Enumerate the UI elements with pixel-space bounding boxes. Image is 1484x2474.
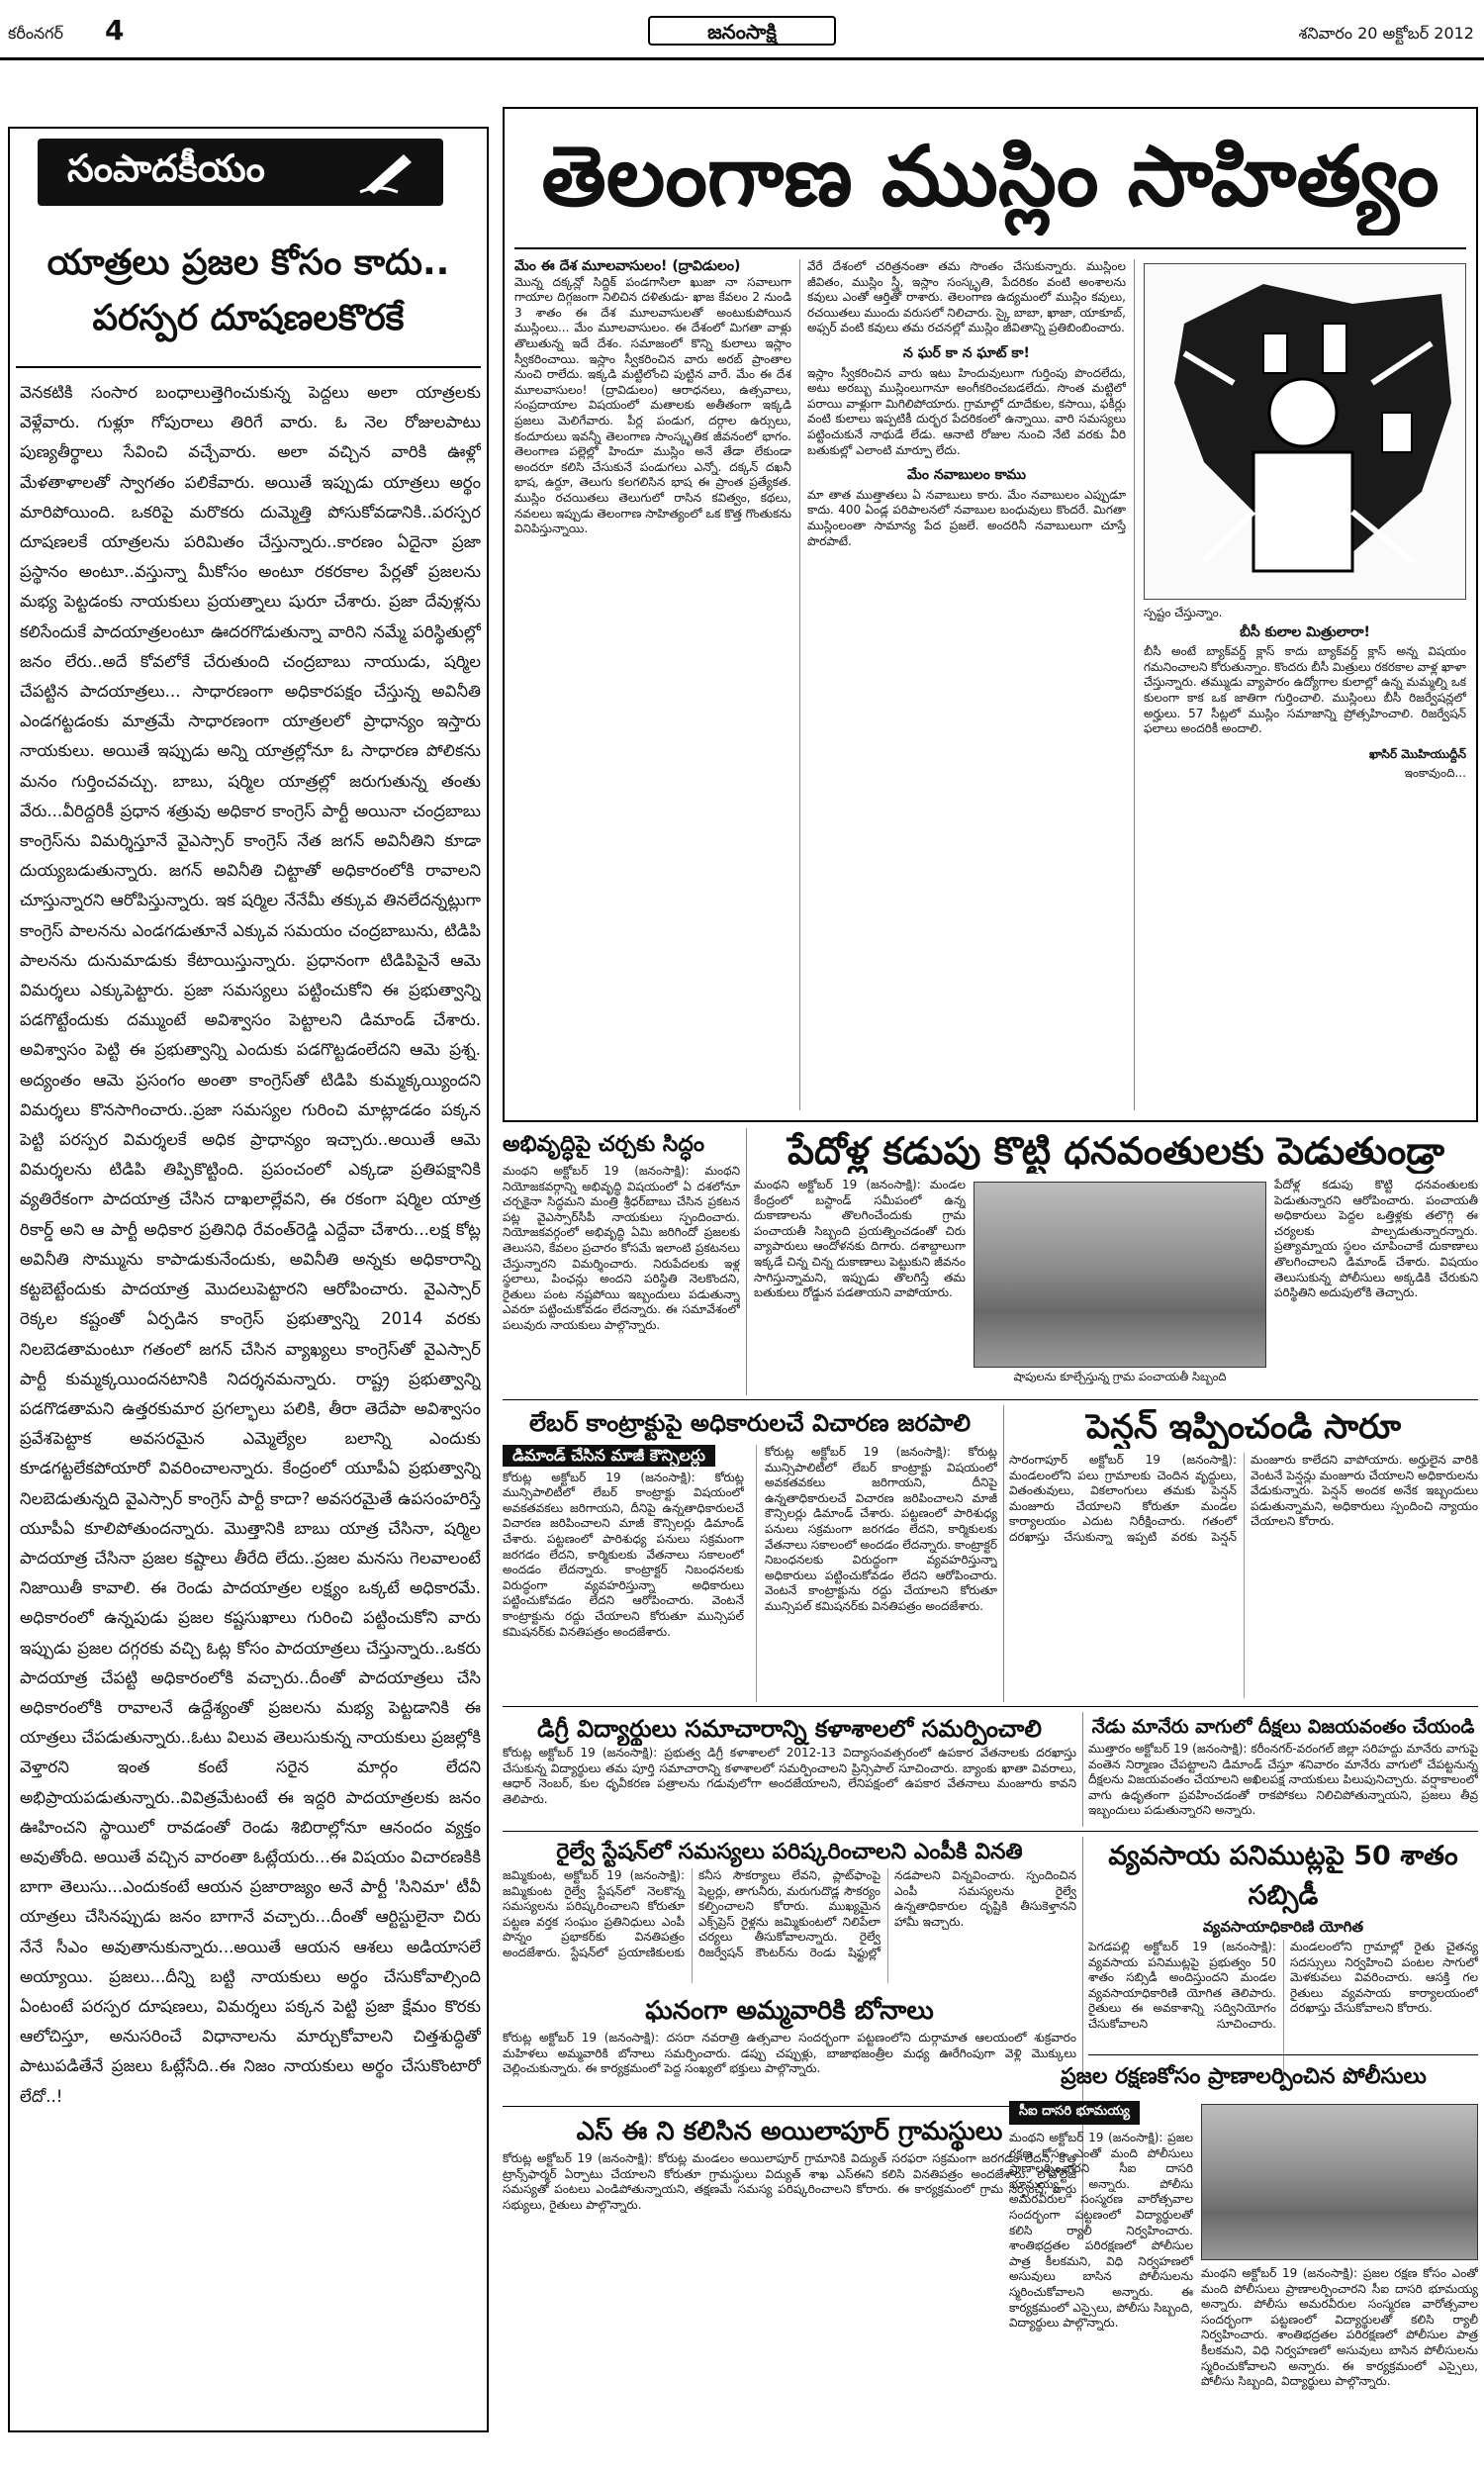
editorial-label: సంపాదకీయం <box>67 146 265 190</box>
divider-a1 <box>746 1128 747 1395</box>
col-divider-1 <box>799 259 800 1110</box>
divider-a5 <box>1082 1712 1083 1827</box>
edition-name: కరీంనగర్ <box>8 24 64 43</box>
article-police <box>1009 2058 1478 2438</box>
page-number: 4 <box>105 14 125 47</box>
a4-headline: పెన్షన్ ఇప్పించండి సారూ <box>1085 1407 1402 1447</box>
feature-col3 <box>1144 606 1466 1110</box>
a11-body: కోరుట్ల అక్టోబర్ 19 (జనంసాక్షి): కోరుట్ల మండలం అయిలాపూర్ గ్రామానికి విద్యుత్ సరఫరా సక్రమంగా జరగడం లేదని, కొత్త ట్రాన్స్‌ఫార్మర్ ఏర్పాటు చేయాలని కోరుతూ గ్రామస్థులు విద్యుత్ శాఖ ఎస్ఈని కలిసి వినతిపత్రం అందజేశారు. లోవోల్టేజీ సమస్యతో పంటలు ఎండిపోతున్నాయని, తక్షణమే సమస్య పరిష్కరించాలని కోరారు. ఈ కార్యక్రమంలో గ్రామ సర్పంచ్, వార్డు సభ్యులు, రైతులు పాల్గొన్నారు. <box>503 2151 1076 2212</box>
a3-right <box>756 1445 997 1702</box>
cartoon-caption: స్పష్టం చేస్తున్నాం. <box>1144 606 1223 619</box>
article-pension <box>1009 1405 1478 1702</box>
feature-col2b-body: ఇస్లాం స్వీకరించిన వారు ఇటు హిందువులుగా గుర్తింపు పొందలేదు, అటు అరబ్బు ముస్లింలుగానూ అంగీకరించబడలేదు. సొంత మట్టిలో పరాయి వాళ్లుగా మిగిలిపోయారు. గ్రామాల్లో దూదేకుల, కసాయి, ఫకీర్లు వంటి కులాలు ఇప్పటికీ దుర్భర పేదరికంలో ఉన్నాయి. వారి సమస్యలు పట్టించుకునే నాథుడే లేడు. ఆనాటి రోజుల నుంచి నేటి వరకు వీరి బతుకుల్లో ఎలాంటి మార్పూ లేదు. <box>807 365 1126 457</box>
editorial-headline: యాత్రలు ప్రజల కోసం కాదు.. పరస్పర దూషణలకొరకే <box>46 242 450 338</box>
a10-tag: సీఐ దాసరి భూమయ్య <box>1009 2101 1140 2125</box>
rule-a9 <box>503 2106 1076 2107</box>
editorial-divider <box>16 366 481 368</box>
feature-title: తెలంగాణ ముస్లిం సాహిత్యం <box>541 128 1439 225</box>
divider-a3 <box>1003 1405 1004 1702</box>
a9-body: కోరుట్ల అక్టోబర్ 19 (జనంసాక్షి): దసరా నవరాత్రి ఉత్సవాల సందర్భంగా పట్టణంలోని దుర్గామాత ఆలయంలో శుక్రవారం మహిళలు అమ్మవారికి బోనాలు సమర్పించారు. డప్పు చప్పుళ్లు, బాజాభజంత్రీల మధ్య ఊరేగింపుగా వెళ్లి మొక్కులు చెల్లించుకున్నారు. ఈ కార్యక్రమంలో పెద్ద సంఖ్యలో భక్తులు పాల్గొన్నారు. <box>503 2031 1076 2076</box>
feature-section <box>503 107 1478 1122</box>
rule-row3 <box>503 1706 1478 1707</box>
a2-photo <box>974 1182 1266 1368</box>
a3-tag: డిమాండ్ చేసిన మాజీ కౌన్సిలర్లు <box>503 1445 715 1467</box>
col-divider-2 <box>1134 259 1135 1110</box>
a8-headline: వ్యవసాయ పనిముట్లపై 50 శాతం సబ్సిడీ <box>1108 1841 1458 1911</box>
a8-body: పెగడపల్లి అక్టోబర్ 19 (జనంసాక్షి): వ్యవసాయ పనిముట్లపై ప్రభుత్వం 50 శాతం సబ్సిడీ అందిస్తుందని మండల వ్యవసాయాధికారిణి యోగిత తెలిపారు. రైతులు ఈ అవకాశాన్ని సద్వినియోగం చేసుకోవాలని సూచించారు. మండలంలోని గ్రామాల్లో రైతు చైతన్య సదస్సులు నిర్వహించి పంటల సాగులో మెళకువలు వివరించారు. ఆసక్తి గల రైతులు వ్యవసాయ కార్యాలయంలో దరఖాస్తు చేసుకోవాలని కోరారు. <box>1088 1940 1478 2031</box>
article-agri-subsidy <box>1088 1837 1478 2052</box>
a2-body-2: పేదోళ్ల కడుపు కొట్టి ధనవంతులకు పెడుతున్నారని ఆరోపించారు. పంచాయతీ అధికారులు పెద్దల ఒత్తిళ్లకు తలొగ్గి ఈ చర్యలకు పాల్పడుతున్నారన్నారు. ప్రత్యామ్నాయ స్థలం చూపించాకే దుకాణాలు తొలగించాలని డిమాండ్ చేశారు. విషయం తెలుసుకున్న పోలీసులు అక్కడికి చేరుకుని పరిస్థితిని అదుపులోకి తెచ్చారు. <box>1274 1178 1478 1300</box>
feature-title-rule <box>514 247 1466 249</box>
rule-a8 <box>1088 2054 1478 2055</box>
feature-lead: మేం ఈ దేశ మూలవాసులం! (ద్రావిడులం) <box>514 259 741 274</box>
a4-body: సారంగాపూర్ అక్టోబర్ 19 (జనంసాక్షి): మండలంలోని పలు గ్రామాలకు చెందిన వృద్ధులు, వితంతువులు, వికలాంగులు తమకు పెన్షన్ మంజూరు చేయాలని కోరుతూ మండల కార్యాలయం ఎదుట నిరీక్షించారు. గతంలో దరఖాస్తు చేసుకున్నా ఇప్పటి వరకు పెన్షన్ మంజూరు కాలేదని వాపోయారు. అర్హులైన వారికి వెంటనే పెన్షన్లు మంజూరు చేయాలని అధికారులను వేడుకున్నారు. పెన్షన్ అందక అనేక ఇబ్బందులు పడుతున్నామని, అధికారులు స్పందించి న్యాయం చేయాలని కోరారు. <box>1009 1453 1478 1544</box>
issue-date: శనివారం 20 అక్టోబర్ 2012 <box>1298 24 1474 43</box>
masthead-text: జనంసాక్షి <box>707 20 777 44</box>
editorial-section <box>8 127 489 2432</box>
a5-headline: డిగ్రీ విద్యార్థులు సమాచారాన్ని కళాశాలలో సమర్పించాలి <box>537 1715 1042 1743</box>
article-bonalu <box>503 1991 1076 2102</box>
article-maneru <box>1088 1712 1478 1827</box>
feature-col1-body: మొన్న దక్కన్లో సిద్దిక్ పండగాసిలా ఖుజా నా సవాలుగా గాయాల దిగ్గజంగా నిలిచిన దళితుడు- ఖాజ కేవలం 2 నుండి 3 శాతం ఈ దేశ మూలవాసులతో అంటుకుపోయిన ముస్లింలు... మేం మూలవాసులం. ఈ దేశంలో మిగతా వాళ్లు తొలుతున్న ఇదే దేశం. సమాజంలో కొన్ని కులాలు ఇస్లాం స్వీకరించాయి. ఇస్లాం స్వీకరించిన వారు అరబ్ ప్రాంతాల నుంచి రాలేదు. ఇక్కడి మట్టిలోంచి పుట్టిన వారే. మేం ఈ దేశ మూలవాసులం! (ద్రావిడులం) ఆరాధనలు, ఉత్సవాలు, సంప్రదాయాల విషయంలో మతాలకు అతీతంగా ఇక్కడి ప్రజలు మెలిగేవారు. పీర్ల పండుగ, దర్గాల ఉర్సులు, కందూరులు ఇవన్నీ తెలంగాణ సాంస్కృతిక జీవనంలో భాగం. తెలంగాణ పల్లెల్లో హిందూ ముస్లిం అనే తేడా లేకుండా అందరూ కలిసి చేసుకునే పండుగలు ఎన్నో. దక్కన్ దఖనీ భాష, ఉర్దూ, తెలుగు కలగలిసిన భాష ఈ ప్రాంత ప్రత్యేకత. ముస్లిం రచయితలు తెలుగులో రాసిన కవిత్వం, కథలు, నవలలు ఇప్పుడు తెలంగాణ సాహిత్యంలో ఒక కొత్త గొంతుకను వినిపిస్తున్నాయి. <box>514 274 791 536</box>
feature-author: ఖాసిర్ మొహియుద్దీన్ <box>1369 746 1466 761</box>
a9-headline: ఘనంగా అమ్మవారికి బోనాలు <box>645 1996 934 2026</box>
a6-body: ముత్తారం అక్టోబర్ 19 (జనంసాక్షి): కరీంనగర్-వరంగల్ జిల్లా సరిహద్దు మానేరు వాగుపై వంతెన నిర్మాణం చేపట్టాలని డిమాండ్ చేస్తూ శనివారం మానేరు వాగులో చేపట్టనున్న దీక్షలను విజయవంతం చేయాలని అఖిలపక్ష నాయకులు పిలుపునిచ్చారు. వర్షాకాలంలో వాగు ఉధృతంగా ప్రవహించడంతో రాకపోకలు నిలిచిపోతున్నాయని, ప్రజలు తీవ్ర ఇబ్బందులు పడుతున్నారని అన్నారు. <box>1088 1742 1478 1818</box>
pen-icon <box>358 148 417 196</box>
a2-headline: పేదోళ్ల కడుపు కొట్టి ధనవంతులకు పెడుతుండ్రా <box>787 1129 1445 1173</box>
a3-body-cont: కోరుట్ల అక్టోబర్ 19 (జనంసాక్షి): కోరుట్ల మున్సిపాలిటీలో లేబర్ కాంట్రాక్టు విషయంలో అవకతవకలు జరిగాయని, దీనిపై ఉన్నతాధికారులచే విచారణ జరిపించాలని మాజీ కౌన్సిలర్లు డిమాండ్ చేశారు. పట్టణంలో పారిశుధ్య పనులు సక్రమంగా జరగడం లేదని, కార్మికులకు వేతనాలు సకాలంలో అందడం లేదన్నారు. కాంట్రాక్టర్ నిబంధనలకు విరుద్ధంగా వ్యవహరిస్తున్నా అధికారులు పట్టించుకోవడం లేదని ఆరోపించారు. వెంటనే కాంట్రాక్టును రద్దు చేయాలని కోరుతూ మున్సిపల్ కమిషనర్‌కు వినతిపత్రం అందజేశారు. <box>765 1445 997 1613</box>
feature-subhead-1: న ఘర్ కా న ఘాట్ కా! <box>903 344 1030 361</box>
to-be-continued: ఇంకావుంది... <box>1404 766 1466 781</box>
feature-col1 <box>514 259 791 1110</box>
a10-body: మంథని అక్టోబర్ 19 (జనంసాక్షి): ప్రజల రక్షణ కోసం ఎంతో మంది పోలీసులు ప్రాణాలర్పించారని సీఐ దాసరి భూమయ్య అన్నారు. పోలీసు అమరవీరుల సంస్మరణ వారోత్సవాల సందర్భంగా పట్టణంలో విద్యార్థులతో కలిసి ర్యాలీ నిర్వహించారు. శాంతిభద్రతల పరిరక్షణలో పోలీసుల పాత్ర కీలకమని, విధి నిర్వహణలో అసువులు బాసిన పోలీసులను స్మరించుకోవాలని అన్నారు. ఈ కార్యక్రమంలో ఎస్సైలు, పోలీసు సిబ్బంది, విద్యార్థులు పాల్గొన్నారు. <box>1009 2131 1193 2331</box>
article-labour-contract <box>503 1405 997 1702</box>
feature-subhead-3: బీసీ కులాల మిత్రులారా! <box>1240 623 1370 640</box>
editorial-label-box <box>38 139 443 206</box>
a10-photo <box>1201 2104 1478 2260</box>
editorial-body: వెనకటికి సంసార బంధాలుత్తెగించుకున్న పెద్దలు అలా యాత్రలకు వెళ్లేవారు. గుళ్లూ గోపురాలు తిరిగే వారు. ఓ నెల రోజులపాటు పుణ్యతీర్థాలు సేవించి వచ్చేవారు. అలా వచ్చిన వారికి ఊళ్లో మేళతాళాలతో స్వాగతం పలికేవారు. అయితే ఇప్పుడు యాత్రలు అర్థం మారిపోయింది. ఒకరిపై మరొకరు దుమ్మెత్తి పోసుకోవడానికి..పరస్పర దూషణలకే యాత్రలను పరిమితం చేస్తున్నారు..కారణం ఏదైనా ప్రజా ప్రస్థానం అంటూ..వస్తున్నా మీకోసం అంటూ రకరకాల పేర్లతో ప్రజలను మభ్య పెట్టడంకు నాయకులు ప్రయత్నాలు షురూ చేశారు. ప్రజా దేవుళ్లను కలిసేందుకే పాదయాత్రలంటూ ఊదరగొడుతున్నా వారిని నమ్మే పరిస్థితుల్లో జనం లేరు..అదే కోవలోకే చేరుతుంది చంద్రబాబు నాయుడు, షర్మిల చేపట్టిన పాదయాత్రలు... సాధారణంగా అధికారపక్షం చేస్తున్న అవినీతి ఎండగట్టడంకు మాత్రమే సాధారణంగా యాత్రలలో ప్రాధాన్యం ఇస్తారు నాయకులు. అయితే ఇప్పుడు అన్ని యాత్రల్లోనూ ఓ సాధారణ పోలికను మనం గుర్తించవచ్చు. బాబు, షర్మిల యాత్రల్లో జరుగుతున్న తంతు వేరు...వీరిద్దరికీ ప్రధాన శత్రువు అధికార కాంగ్రెస్ పార్టీ అయినా చంద్రబాబు కాంగ్రెస్‌ను విమర్శిస్తూనే వైఎస్సార్ కాంగ్రెస్ నేత జగన్ అవినీతిని కూడా దుయ్యబడుతున్నారు. జగన్ అవినీతి చిట్టాతో అధికారంలోకి రావాలని చూస్తున్నారని ఆరోపిస్తున్నారు. ఇక షర్మిల నేనేమీ తక్కువ తినలేదన్నట్లుగా కాంగ్రెస్ పాలనను ఎండగడుతూనే ఎక్కువ సమయం చంద్రబాబును, టిడిపి పాలనను దునుమాడుకు కేటాయిస్తున్నారు. ప్రధానంగా టిడిపిపైనే ఆమె విమర్శలు ఎక్కుపెట్టారు. ప్రజా సమస్యలు పట్టించుకోని ఈ ప్రభుత్వాన్ని పడగొట్టేందుకు దమ్ముంటే అవిశ్వాసం పెట్టాలని డిమాండ్ చేశారు. అవిశ్వాసం పెట్టి ఈ ప్రభుత్వాన్ని ఎందుకు పడగొట్టడంలేదని ఆమె ప్రశ్న. అద్యంతం ఆమె ప్రసంగం అంతా కాంగ్రెస్‌తో టిడిపి కుమ్మక్కయ్యిందని విమర్శలు కొనసాగించారు..ప్రజా సమస్యల గురించి మాట్లాడడం పక్కన పెట్టి పరస్పర విమర్శలకే అధిక ప్రాధాన్యం ఇచ్చారు..అయితే ఆమె విమర్శలను టిడిపి తిప్పికొట్టింది. ప్రపంచంలో ఎక్కడా ప్రతిపక్షానికి వ్యతిరేకంగా పాదయాత్ర చేసిన దాఖలాల్లేవని, ఈ రకంగా షర్మిల యాత్ర రికార్డ్ అని ఆ పార్టీ అధికార ప్రతినిధి రేవంత్‌రెడ్డి ఎద్దేవా చేశారు...లక్ష కోట్ల అవినీతి సొమ్మును కాపాడుకునేందుకు, అవినీతి అన్నకు అధికారాన్ని కట్టబెట్టేందుకు పాదయాత్ర మొదలుపెట్టారని ఆరోపించారు. వైఎస్సార్ రెక్కల కష్టంతో ఏర్పడిన కాంగ్రెస్ ప్రభుత్వాన్ని 2014 వరకు నిలబెడతామంటూ గతంలో జగన్ చేసిన వ్యాఖ్యలు కాంగ్రెస్‌తో వైఎస్సార్ పార్టీ కుమ్మక్కయిందనటానికి నిదర్శనమన్నారు. రాష్ట్ర ప్రభుత్వాన్ని పడగొడతామని ఉత్తరకుమార ప్రగల్భాలు పలికి, తీరా తెదేపా అవిశ్వాసం ప్రవేశపెట్టాక అవసరమైన ఎమ్మెల్యేల బలాన్ని ఎందుకు కూడగట్టలేకపోయారో వివరించాలన్నారు. కేంద్రంలో యూపీఏ ప్రభుత్వాన్ని నిలబెడుతున్నది వైఎస్సార్ కాంగ్రెస్ పార్టీ కాదా? అవసరమైతే ఉపసంహరిస్తే యూపీఏ కూలిపోతుందన్నారు. మొత్తానికి బాబు యాత్ర చేసినా, షర్మిల పాదయాత్ర చేసినా ప్రజల కష్టాలు తీరేది లేదు..ప్రజల మనసు గెలవాలంటే నిజాయితీ కావాలి. ఈ రెండు పాదయాత్రల లక్ష్యం ఒక్కటే అధికారమే. అధికారంలో ఉన్నపుడు ప్రజల కష్టసుఖాలు గురించి పట్టించుకోని వారు ఇప్పుడు ప్రజల దగ్గరకు వచ్చి ఓట్ల కోసం పాదయాత్రలు చేస్తున్నారు..ఒకరు పాదయాత్ర చేపట్టి అధికారంలోకి వచ్చారు..దీంతో పాదయాత్రలు చేసి అధికారంలోకి రావాలనే ఉద్దేశ్యంతో ప్రజలను మభ్య పెట్టడానికి ఈ యాత్రలు చేపడుతున్నారు..ఓటు విలువ తెలుసుకున్న నాయకులు ప్రజల్లోకి వెళ్తారని ఇంత కంటే సరైన మార్గం లేదని అభిప్రాయపడుతున్నారు..వివిత్రమేటంటే ఈ ఇద్దరి పాదయాత్రలకు జనం ఊహించని స్థాయిలో రావడంతో రెండు శిబిరాల్లోనూ ఆనందం వ్యక్తం అవుతోంది. అయితే వచ్చిన వారంతా ఓట్లేయరు...ఈ విషయం విచారణకికి బాగా తెలుసు...ఎందుకంటే ఆయన ప్రజారాజ్యం అనే పార్టీ 'సినిమా' టీవీ యాత్రలు చేసినప్పుడు జనం బాగానే వచ్చారు...దీంతో ఆర్టిస్టులైనా చిరు నేనే సీఎం అవుతానుకున్నారు...అయితే ఆయన ఆశలు అడియాసలే అయ్యాయి. ప్రజలు...దీన్ని బట్టి నాయకులు అర్థం చేసుకోవాల్సింది ఏంటంటే పరస్పర దూషణలు, విమర్శలు పక్కన పెట్టి ప్రజా క్షేమం కొరకు ఆలోచిస్తూ, అనుసరించే విధానాలను మార్చుకోవాలని చిత్తశుద్ధితో పాటుపడితేనే ప్రజలు ఓట్లేసేది..ఈ నిజం నాయకులు అర్థం చేసుకొంటారో లేదో..! <box>20 383 481 2106</box>
article-development <box>503 1128 740 1395</box>
article-poor-rich <box>754 1128 1478 1395</box>
a11-headline: ఎస్ ఈ ని కలిసిన అయిలాపూర్ గ్రామస్థులు <box>576 2117 1003 2146</box>
a1-headline: అభివృద్ధిపై చర్చకు సిద్ధం <box>503 1132 704 1157</box>
feature-subhead-2: మేం నవాబులం కాము <box>907 467 1026 484</box>
rule-row4 <box>503 1831 1478 1832</box>
a5-body: కోరుట్ల అక్టోబర్ 19 (జనంసాక్షి): ప్రభుత్వ డిగ్రీ కళాశాలలో 2012-13 విద్యాసంవత్సరంలో ఉపకార వేతనాలకు దరఖాస్తు చేసుకున్న విద్యార్థులు తమ పూర్తి సమాచారాన్ని కళాశాలలో సమర్పించాలని ప్రిన్సిపాల్ సూచించారు. బ్యాంకు ఖాతా వివరాలు, ఆధార్ నెంబర్, కుల ధృవీకరణ పత్రాలను గడువులోగా అందజేయాలని, లేనిపక్షంలో ఉపకార వేతనాలు మంజూరు కావని తెలిపారు. <box>503 1746 1076 1806</box>
a10-body-cont: మంథని అక్టోబర్ 19 (జనంసాక్షి): ప్రజల రక్షణ కోసం ఎంతో మంది పోలీసులు ప్రాణాలర్పించారని సీఐ దాసరి భూమయ్య అన్నారు. పోలీసు అమరవీరుల సంస్మరణ వారోత్సవాల సందర్భంగా పట్టణంలో విద్యార్థులతో కలిసి ర్యాలీ నిర్వహించారు. శాంతిభద్రతల పరిరక్షణలో పోలీసుల పాత్ర కీలకమని, విధి నిర్వహణలో అసువులు బాసిన పోలీసులను స్మరించుకోవాలని అన్నారు. ఈ కార్యక్రమంలో ఎస్సైలు, పోలీసు సిబ్బంది, విద్యార్థులు పాల్గొన్నారు. <box>1201 2266 1478 2389</box>
a10-headline: ప్రజల రక్షణకోసం ప్రాణాలర్పించిన పోలీసులు <box>1061 2064 1427 2089</box>
a3-body: కోరుట్ల అక్టోబర్ 19 (జనంసాక్షి): కోరుట్ల మున్సిపాలిటీలో లేబర్ కాంట్రాక్టు విషయంలో అవకతవకలు జరిగాయని, దీనిపై ఉన్నతాధికారులచే విచారణ జరిపించాలని మాజీ కౌన్సిలర్లు డిమాండ్ చేశారు. పట్టణంలో పారిశుధ్య పనులు సక్రమంగా జరగడం లేదని, కార్మికులకు వేతనాలు సకాలంలో అందడం లేదన్నారు. కాంట్రాక్టర్ నిబంధనలకు విరుద్ధంగా వ్యవహరిస్తున్నా అధికారులు పట్టించుకోవడం లేదని ఆరోపించారు. వెంటనే కాంట్రాక్టును రద్దు చేయాలని కోరుతూ మున్సిపల్ కమిషనర్‌కు వినతిపత్రం అందజేశారు. <box>503 1470 744 1639</box>
a10-left <box>1009 2100 1193 2436</box>
a1-body: మంథని అక్టోబర్ 19 (జనంసాక్షి): మంథని నియోజకవర్గాన్ని అభివృద్ధి విషయంలో ఏ దశలోనూ చర్చకైనా సిద్ధమని మంత్రి శ్రీధర్‌బాబు చేసిన ప్రకటన పట్ల వైఎస్సార్‌సీపీ నాయకులు స్పందించారు. నియోజకవర్గంలో అభివృద్ధి ఏమి జరిగిందో ప్రజలకు తెలుసని, కేవలం ప్రచారం కోసమే ఇలాంటి ప్రకటనలు చేస్తున్నారని విమర్శించారు. నిరుపేదలకు ఇళ్ల స్థలాలు, పింఛన్లు అందని పరిస్థితి నెలకొందని, రైతులు పంట నష్టపోయి ఇబ్బందులు పడుతున్నా ఎవరూ పట్టించుకోవడం లేదన్నారు. ఈ సమావేశంలో పలువురు నాయకులు పాల్గొన్నారు. <box>503 1164 740 1332</box>
article-se-meeting <box>503 2112 1076 2240</box>
a7-headline: రైల్వే స్టేషన్‌లో సమస్యలు పరిష్కరించాలని ఎంపీకి వినతి <box>556 1840 1023 1864</box>
page-header <box>0 0 1484 57</box>
feature-col3-body: బీసీ అంటే బ్యాక్‌వర్డ్ క్లాస్ కాదు బ్యాక్‌వర్డ్ క్లాస్ అన్న విషయం గమనించాలని కోరుతున్నాం. కొందరు బీసీ మిత్రులు రకరకాల వాళ్ల ఖాళా చేస్తున్నారు. తమ్ముడు వ్యాపారం ఉద్యోగాల కులాల్లో ఉన్న మమ్మల్ని ఒక కులంగా కాక ఒక జాతిగా గుర్తించాలి. ముస్లింలు బీసీ రిజర్వేషన్లలో అర్హులు. 57 సీట్లలో ముస్లిం సమాజాన్ని ప్రోత్సహించాలి. రిజర్వేషన్ ఫలాలు అందరికీ అందాలి. <box>1144 644 1466 736</box>
masthead-logo <box>648 16 836 46</box>
a2-body-1: మంథని అక్టోబర్ 19 (జనంసాక్షి): మండల కేంద్రంలో బస్టాండ్ సమీపంలో ఉన్న దుకాణాలను తొలగించేందుకు గ్రామ పంచాయతీ సిబ్బంది ప్రయత్నించడంతో చిరు వ్యాపారులు ఆందోళనకు దిగారు. దశాబ్దాలుగా ఇక్కడే చిన్న చిన్న దుకాణాలు పెట్టుకుని జీవనం సాగిస్తున్నామని, ఇప్పుడు తొలగిస్తే తమ బతుకులు రోడ్డున పడతాయని వాపోయారు. <box>754 1178 966 1300</box>
a2-photo-caption: షాపులను కూల్చేస్తున్న గ్రామ పంచాయతీ సిబ్బంది <box>974 1370 1266 1386</box>
a8-subhead: వ్యవసాయాధికారిణి యోగిత <box>1202 1918 1364 1936</box>
a3-headline: లేబర్ కాంట్రాక్టుపై అధికారులచే విచారణ జరపాలి <box>528 1409 972 1437</box>
rule-row2 <box>503 1399 1478 1400</box>
article-degree-students <box>503 1712 1076 1827</box>
article-railway <box>503 1837 1076 1987</box>
a7-body: జమ్మికుంట, అక్టోబర్ 19 (జనంసాక్షి): జమ్మికుంట రైల్వే స్టేషన్‌లో నెలకొన్న సమస్యలను పరిష్కరించాలని కోరుతూ పట్టణ వర్తక సంఘం ప్రతినిధులు ఎంపీ పొన్నం ప్రభాకర్‌కు వినతిపత్రం అందజేశారు. స్టేషన్‌లో ప్రయాణికులకు కనీస సౌకర్యాలు లేవని, ప్లాట్‌ఫాంపై షెల్టర్లు, తాగునీరు, మరుగుదొడ్ల సౌకర్యం కల్పించాలని కోరారు. ముఖ్యమైన ఎక్స్‌ప్రెస్ రైళ్లను జమ్మికుంటలో నిలిపేలా చర్యలు తీసుకోవాలన్నారు. రైల్వే రిజర్వేషన్ కౌంటర్‌ను రెండు షిఫ్టుల్లో నడపాలని విన్నవించారు. స్పందించిన ఎంపీ సమస్యలను రైల్వే ఉన్నతాధికారుల దృష్టికి తీసుకెళ్తానని హామీ ఇచ్చారు. <box>503 1868 1076 1959</box>
feature-col2c-body: మా తాత ముత్తాతలు ఏ నవాబులు కారు. మేం నవాబులం ఎప్పుడూ కాదు. 400 ఏండ్ల పరిపాలనలో నవాబుల బంధువులు కొందరే. మిగతా ముస్లింలంతా సామాన్య పేద ప్రజలే. అందరినీ నవాబులుగా చూస్తే పొరపాటే. <box>807 487 1126 548</box>
feature-cartoon <box>1144 263 1466 600</box>
feature-col2 <box>807 259 1126 1110</box>
feature-col2-body: వేరే దేశంలో చరిత్రనంతా తమ సొంతం చేసుకున్నారు. ముస్లింల జీవితం, ముస్లిం స్త్రీ, ఇస్లాం సంస్కృతి, పేదరికం వంటి అంశాలను కవులు ఎంతో ఆర్తితో రాశారు. తెలంగాణ ఉద్యమంలో ముస్లిం కవులు, రచయితలు ముందు వరుసలో నిలిచారు. స్కై బాబా, ఖాజా, యాకూబ్, అఫ్సర్ వంటి కవులు తమ రచనల్లో ముస్లిం జీవితాన్ని ప్రతిబింబించారు. <box>807 259 1126 335</box>
a6-headline: నేడు మానేరు వాగులో దీక్షలు విజయవంతం చేయండి <box>1091 1716 1475 1738</box>
a3-left <box>503 1445 744 1702</box>
header-rule <box>0 57 1484 60</box>
